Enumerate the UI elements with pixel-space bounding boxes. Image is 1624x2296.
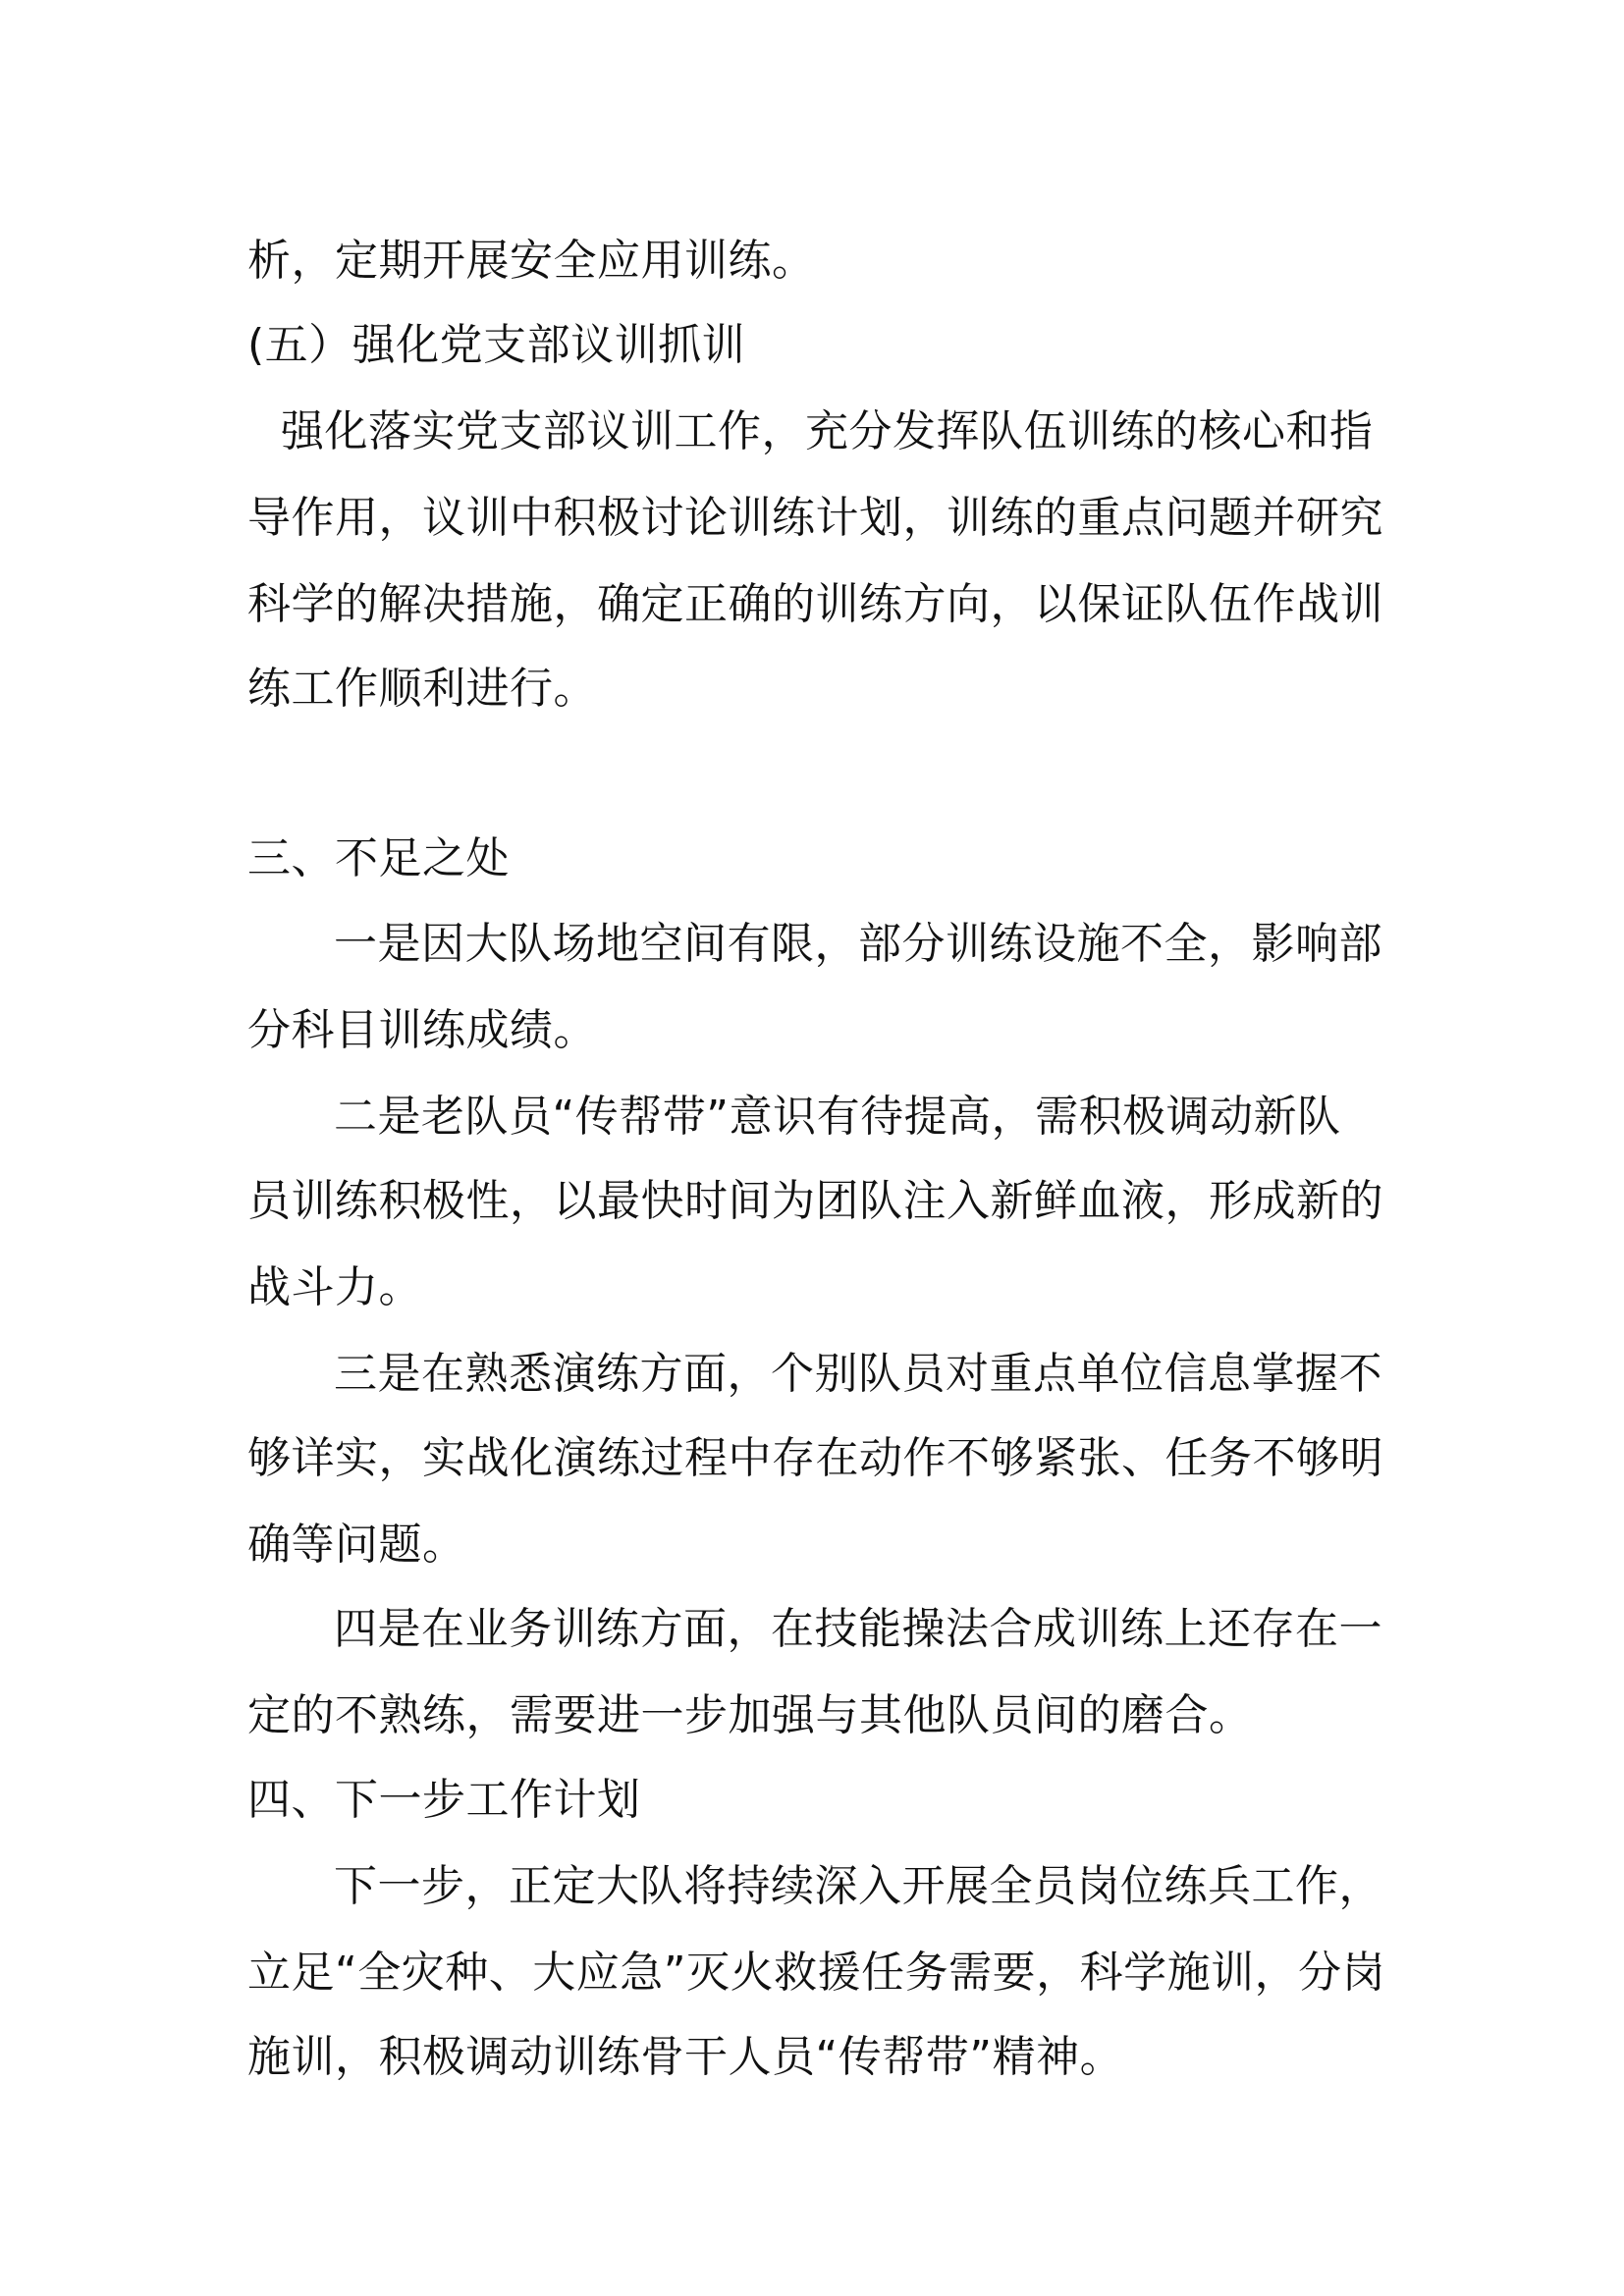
text-line: 导作用，议训中积极讨论训练计划，训练的重点问题并研究 (247, 493, 1383, 543)
text-line: 下一步，正定大队将持续深入开展全员岗位练兵工作， (334, 1861, 1382, 1911)
text-line: 二是老队员“传帮带”意识有待提高，需积极调动新队 (334, 1092, 1341, 1142)
text-line: 定的不熟练，需要进一步加强与其他队员间的磨合。 (247, 1690, 1253, 1740)
section-heading: 三、不足之处 (247, 833, 510, 883)
text-line: 分科目训练成绩。 (247, 1005, 597, 1055)
text-line: 一是因大队场地空间有限，部分训练设施不全，影响部 (334, 919, 1382, 969)
text-line: 够详实，实战化演练过程中存在动作不够紧张、任务不够明 (247, 1433, 1383, 1483)
text-line: 员训练积极性，以最快时间为团队注入新鲜血液，形成新的 (247, 1176, 1383, 1226)
text-line: 施训，积极调动训练骨干人员“传帮带”精神。 (247, 2032, 1124, 2082)
text-line: 四是在业务训练方面，在技能操法合成训练上还存在一 (334, 1604, 1382, 1654)
section-heading: (五）强化党支部议训抓训 (247, 320, 746, 370)
text-line: 科学的解决措施，确定正确的训练方向，以保证队伍作战训 (247, 579, 1383, 629)
text-line: 析，定期开展安全应用训练。 (247, 236, 816, 286)
section-heading: 四、下一步工作计划 (247, 1775, 641, 1825)
text-line: 强化落实党支部议训工作，充分发挥队伍训练的核心和指 (281, 406, 1374, 456)
text-line: 练工作顺利进行。 (247, 664, 597, 714)
text-line: 战斗力。 (247, 1262, 422, 1312)
text-line: 三是在熟悉演练方面，个别队员对重点单位信息掌握不 (334, 1349, 1382, 1399)
text-line: 立足“全灾种、大应急”灭火救援任务需要，科学施训，分岗 (247, 1948, 1386, 1998)
text-line: 确等问题。 (247, 1520, 466, 1570)
